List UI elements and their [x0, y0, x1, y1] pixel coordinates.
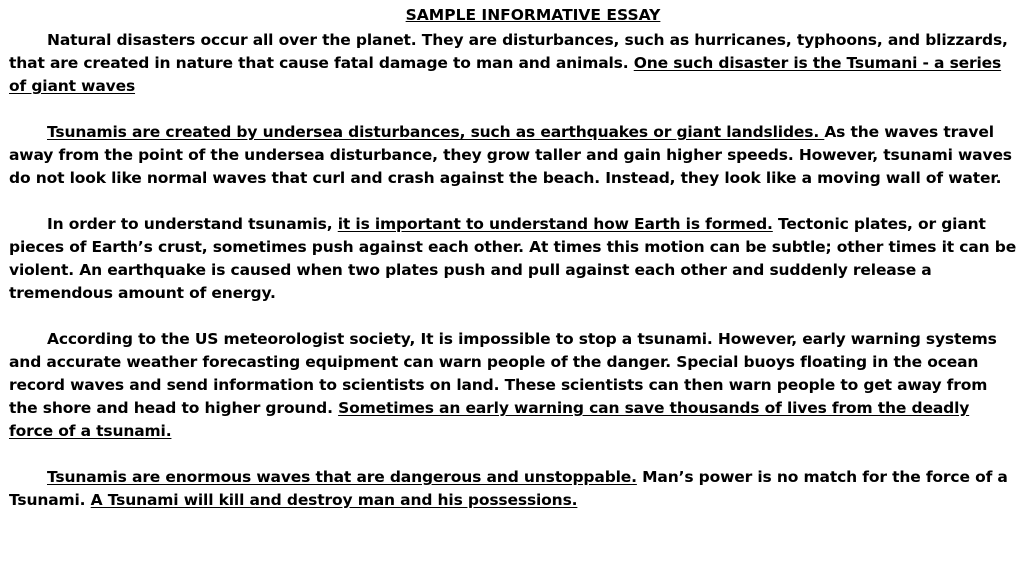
paragraph-2 — [9, 121, 1017, 190]
paragraph-1-underlined-text: One such disaster is the Tsumani - a series of giant waves — [9, 54, 1002, 95]
paragraph-5 — [9, 466, 1017, 512]
paragraph-3-text-end: Tectonic plates, or giant pieces of Earth’s crust, sometimes push against each other. At times this motion can be subtle; other times it can be violent. An earthquake is caused when two plates push and pull against each other and suddenly release a tremendous amount of energy. — [9, 215, 1017, 302]
paragraph-4-text: According to the US meteorologist society, It is impossible to stop a tsunami. However, early warning systems and accurate weather forecasting equipment can warn people of the danger. Special buoys floating in the ocean record waves and send information to scientists on land. These scientists can then warn people to get away from the shore and head to higher ground. — [9, 330, 997, 417]
paragraph-2-text: As the waves travel away from the point of the undersea disturbance, they grow taller and gain higher speeds. However, tsunami waves do not look like normal waves that curl and crash against the beach. Instead, they look like a moving wall of water. — [9, 123, 1012, 187]
paragraph-5-text: Man’s power is no match for the force of a Tsunami. — [9, 468, 1008, 509]
paragraph-3-text-start: In order to understand tsunamis, — [47, 215, 338, 233]
paragraph-1 — [9, 29, 1017, 98]
paragraph-2-underlined-text: Tsunamis are created by undersea disturbances, such as earthquakes or giant landslides. — [47, 123, 825, 141]
paragraph-5-underlined-text-end: A Tsunami will kill and destroy man and his possessions. — [90, 491, 578, 509]
paragraph-3-underlined-text: it is important to understand how Earth is formed. — [337, 215, 773, 233]
paragraph-4 — [9, 328, 1017, 443]
paragraph-4-underlined-text: Sometimes an early warning can save thousands of lives from the deadly force of a tsunami. — [9, 399, 970, 440]
paragraph-1-text: Natural disasters occur all over the planet. They are disturbances, such as hurricanes, typhoons, and blizzards, that are created in nature that cause fatal damage to man and animals. — [9, 31, 1008, 72]
essay-title: SAMPLE INFORMATIVE ESSAY — [405, 6, 661, 24]
essay-page — [9, 5, 1017, 512]
paragraph-5-underlined-text-start: Tsunamis are enormous waves that are dangerous and unstoppable. — [47, 468, 637, 486]
paragraph-3 — [9, 213, 1017, 305]
